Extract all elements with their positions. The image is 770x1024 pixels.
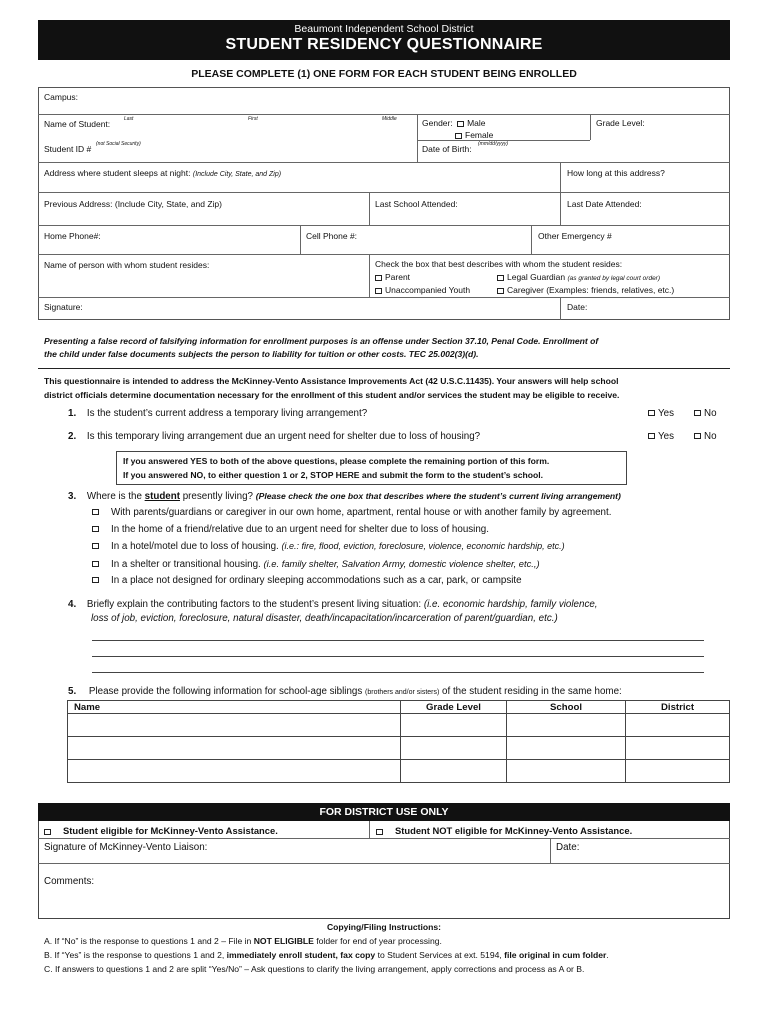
female-option — [455, 130, 493, 140]
q2-no-label: No — [704, 431, 717, 442]
sibling-cell[interactable] — [401, 714, 507, 737]
note-line-1: If you answered YES to both of the above questions, please complete the remaining portion of this form. — [123, 456, 550, 466]
address-label: Address where student sleeps at night: — [44, 168, 191, 178]
signature-field[interactable]: Signature: — [44, 302, 83, 312]
cell-phone-field[interactable]: Cell Phone #: — [306, 231, 358, 241]
student-name-field[interactable]: Name of Student: — [44, 119, 111, 129]
q2-yes-checkbox[interactable] — [648, 433, 655, 439]
question-4-number: 4. — [68, 599, 77, 610]
sibling-cell[interactable] — [401, 760, 507, 783]
question-5-number: 5. — [68, 686, 77, 697]
warning-line-1: Presenting a false record of falsifying information for enrollment purposes is an offense under Section 37.10, Penal Code. Enrollment of — [44, 336, 599, 346]
question-3-options — [92, 505, 742, 590]
sibling-cell[interactable] — [68, 737, 401, 760]
q3-option-1 — [92, 505, 742, 522]
unaccompanied-option — [375, 285, 470, 295]
instructions-title: Copying/Filing Instructions: — [326, 922, 442, 932]
sibling-cell[interactable] — [626, 737, 730, 760]
questionnaire-intro — [44, 374, 734, 402]
table-row — [68, 737, 730, 760]
instruction-a-text-1: A. If “No” is the response to questions 1 and 2 – File in — [44, 936, 254, 946]
q3-option-4-label: In a shelter or transitional housing. — [111, 558, 264, 570]
legal-guardian-label: Legal Guardian — [507, 272, 566, 282]
form-header — [38, 20, 730, 60]
instruction-b-text-2: immediately enroll student, fax copy — [226, 950, 376, 960]
unaccompanied-label: Unaccompanied Youth — [385, 285, 471, 295]
question-5 — [68, 686, 738, 697]
liaison-signature-field[interactable]: Signature of McKinney-Vento Liaison: — [44, 842, 208, 853]
siblings-header-grade: Grade Level — [401, 701, 507, 714]
form-title: STUDENT RESIDENCY QUESTIONNAIRE — [225, 36, 543, 53]
question-2-number: 2. — [68, 431, 77, 442]
gender-label: Gender: — [422, 118, 453, 128]
parent-checkbox[interactable] — [375, 275, 382, 281]
caregiver-label: Caregiver (Examples: friends, relatives, etc.) — [507, 285, 675, 295]
q1-no-checkbox[interactable] — [694, 410, 701, 416]
question-2 — [68, 431, 480, 442]
female-checkbox[interactable] — [455, 133, 462, 139]
dob-field[interactable]: Date of Birth: — [422, 144, 472, 154]
q3-option-5-checkbox[interactable] — [92, 577, 99, 583]
question-2-no — [694, 431, 717, 442]
student-id-field[interactable]: Student ID # — [44, 144, 92, 154]
intro-line-2: district officials determine documentation necessary for the enrollment of this student and/or services the student may be eligible to receive. — [44, 390, 620, 400]
home-phone-field[interactable]: Home Phone#: — [44, 231, 101, 241]
first-name-hint: First — [248, 116, 258, 122]
dob-format-hint: (mm/dd/yyyy) — [478, 141, 508, 147]
district-name: Beaumont Independent School District — [294, 23, 474, 35]
q3-option-3 — [92, 538, 742, 556]
siblings-header-name: Name — [68, 701, 401, 714]
unaccompanied-checkbox[interactable] — [375, 288, 382, 294]
instruction-b-text-1: B. If “Yes” is the response to questions 1 and 2, — [44, 950, 227, 960]
q1-yes-checkbox[interactable] — [648, 410, 655, 416]
male-label: Male — [467, 118, 486, 128]
q2-yes-label: Yes — [658, 431, 674, 442]
grade-level-field[interactable]: Grade Level: — [596, 118, 645, 128]
note-line-2: If you answered NO, to either question 1 or 2, STOP HERE and submit the form to the student’s school. — [123, 470, 544, 480]
q2-no-checkbox[interactable] — [694, 433, 701, 439]
instruction-a — [44, 934, 734, 948]
question-5-hint: (brothers and/or sisters) — [365, 689, 440, 696]
table-row — [68, 714, 730, 737]
sibling-cell[interactable] — [68, 760, 401, 783]
instruction-note — [116, 451, 627, 485]
q3-option-4 — [92, 556, 742, 574]
q3-option-5-label: In a place not designed for ordinary sleeping accommodations such as a car, park, or campsite — [111, 575, 522, 586]
q3-option-1-checkbox[interactable] — [92, 509, 99, 515]
question-2-yes — [648, 431, 674, 442]
previous-address-field[interactable]: Previous Address: (Include City, State, and Zip) — [44, 199, 222, 209]
address-field[interactable] — [44, 168, 281, 178]
caregiver-checkbox[interactable] — [497, 288, 504, 294]
q3-option-2-label: In the home of a friend/relative due to an urgent need for shelter due to loss of housing. — [111, 523, 489, 535]
q3-option-2 — [92, 522, 742, 539]
last-date-field[interactable]: Last Date Attended: — [567, 199, 642, 209]
question-3-text-c: presently living? — [180, 491, 253, 502]
question-5-text-b: of the student residing in the same home: — [439, 686, 622, 697]
not-eligible-checkbox[interactable] — [376, 829, 383, 835]
question-1-text: Is the student’s current address a temporary living arrangement? — [86, 408, 368, 419]
question-2-text: Is this temporary living arrangement due an urgent need for shelter due to loss of housing? — [86, 431, 481, 442]
q1-yes-label: Yes — [658, 408, 674, 419]
q3-option-1-label: With parents/guardians or caregiver in our own home, apartment, rental house or with another family by agreement. — [111, 507, 612, 518]
question-1 — [68, 408, 367, 419]
question-4 — [68, 598, 738, 626]
sibling-cell[interactable] — [626, 760, 730, 783]
eligible-option — [44, 825, 278, 836]
q3-option-3-label: In a hotel/motel due to loss of housing. — [111, 541, 282, 552]
question-3-text-student: student — [144, 491, 180, 502]
eligible-checkbox[interactable] — [44, 829, 51, 835]
warning-line-2: the child under false documents subjects the person to liability for tuition or other costs. TEC 25.002(3)(d). — [44, 349, 479, 359]
legal-guardian-note: (as granted by legal court order) — [567, 275, 661, 282]
question-4-hint-1: (i.e. economic hardship, family violence, — [423, 599, 598, 610]
table-row — [68, 760, 730, 783]
instruction-b — [44, 948, 734, 962]
instruction-b-text-5: . — [606, 950, 609, 960]
address-hint: (Include City, State, and Zip) — [192, 171, 282, 178]
gender-field — [422, 118, 486, 128]
other-emergency-field[interactable]: Other Emergency # — [538, 231, 612, 241]
sibling-cell[interactable] — [401, 737, 507, 760]
explanation-line-2[interactable] — [92, 656, 704, 657]
liaison-date-field[interactable]: Date: — [556, 842, 580, 853]
sibling-cell[interactable] — [626, 714, 730, 737]
comments-field[interactable]: Comments: — [44, 876, 95, 887]
not-eligible-option — [376, 825, 632, 836]
how-long-field[interactable]: How long at this address? — [567, 168, 665, 178]
sibling-cell[interactable] — [68, 714, 401, 737]
parent-label: Parent — [385, 272, 411, 282]
question-3-number: 3. — [68, 491, 77, 502]
siblings-header-district: District — [626, 701, 730, 714]
instruction-c: C. If answers to questions 1 and 2 are split “Yes/No” – Ask questions to clarify the living arrangement, apply corrections and process as A or B. — [44, 964, 585, 974]
explanation-line-3[interactable] — [92, 672, 704, 673]
q3-option-2-checkbox[interactable] — [92, 526, 99, 532]
female-label: Female — [465, 130, 494, 140]
instructions-list — [44, 934, 734, 976]
siblings-header-school: School — [507, 701, 626, 714]
legal-guardian-option — [497, 272, 660, 282]
question-1-yes — [648, 408, 674, 419]
instruction-b-text-3: to Student Services at ext. 5194, — [375, 950, 505, 960]
question-4-hint-2: loss of job, eviction, foreclosure, natural disaster, death/incapacitation/incarceration of parent/guardian, etc.) — [91, 613, 558, 624]
date-field[interactable]: Date: — [567, 302, 588, 312]
instruction-a-text-3: folder for end of year processing. — [313, 936, 442, 946]
intro-line-1: This questionnaire is intended to address the McKinney-Vento Assistance Improvements Act (42 U.S.C.11435). Your answers will help school — [44, 376, 619, 386]
sibling-cell[interactable] — [507, 737, 626, 760]
false-record-warning — [44, 335, 734, 361]
q3-option-4-checkbox[interactable] — [92, 561, 99, 567]
sibling-cell[interactable] — [507, 760, 626, 783]
question-1-no — [694, 408, 717, 419]
question-3-text-a: Where is the — [86, 491, 145, 502]
district-use-title: FOR DISTRICT USE ONLY — [38, 803, 730, 821]
eligible-label: Student eligible for McKinney-Vento Assistance. — [63, 825, 278, 836]
question-3-hint: (Please check the one box that describes where the student’s current living arrangement) — [255, 491, 621, 501]
resides-with-field[interactable]: Name of person with whom student resides: — [44, 260, 210, 270]
legal-guardian-checkbox[interactable] — [497, 275, 504, 281]
last-school-field[interactable]: Last School Attended: — [375, 199, 458, 209]
not-ssn-hint: (not Social Security) — [96, 141, 141, 147]
instruction-b-text-4: file original in cum folder — [504, 950, 607, 960]
not-eligible-label: Student NOT eligible for McKinney-Vento Assistance. — [395, 825, 633, 836]
siblings-table — [67, 700, 730, 783]
instruction-a-text-2: NOT ELIGIBLE — [253, 936, 314, 946]
q1-no-label: No — [704, 408, 717, 419]
parent-option — [375, 272, 410, 282]
q3-option-3-hint: (i.e.: fire, flood, eviction, foreclosure, violence, economic hardship, etc.) — [281, 541, 565, 551]
question-4-text: Briefly explain the contributing factors to the student’s present living situation: — [86, 599, 424, 610]
form-subtitle: PLEASE COMPLETE (1) ONE FORM FOR EACH STUDENT BEING ENROLLED — [191, 68, 577, 80]
campus-field[interactable]: Campus: — [44, 92, 79, 102]
question-1-number: 1. — [68, 408, 77, 419]
explanation-line-1[interactable] — [92, 640, 704, 641]
question-3 — [68, 491, 738, 502]
sibling-cell[interactable] — [507, 714, 626, 737]
caregiver-option — [497, 285, 674, 295]
last-name-hint: Last — [124, 116, 134, 122]
resides-check-label: Check the box that best describes with whom the student resides: — [375, 259, 623, 269]
q3-option-4-hint: (i.e. family shelter, Salvation Army, domestic violence shelter, etc.,) — [263, 557, 540, 569]
question-5-text-a: Please provide the following information for school-age siblings — [88, 686, 366, 697]
male-checkbox[interactable] — [457, 121, 464, 127]
siblings-header-row — [68, 701, 730, 714]
middle-name-hint: Middle — [382, 116, 397, 122]
q3-option-5 — [92, 573, 742, 590]
q3-option-3-checkbox[interactable] — [92, 543, 99, 549]
